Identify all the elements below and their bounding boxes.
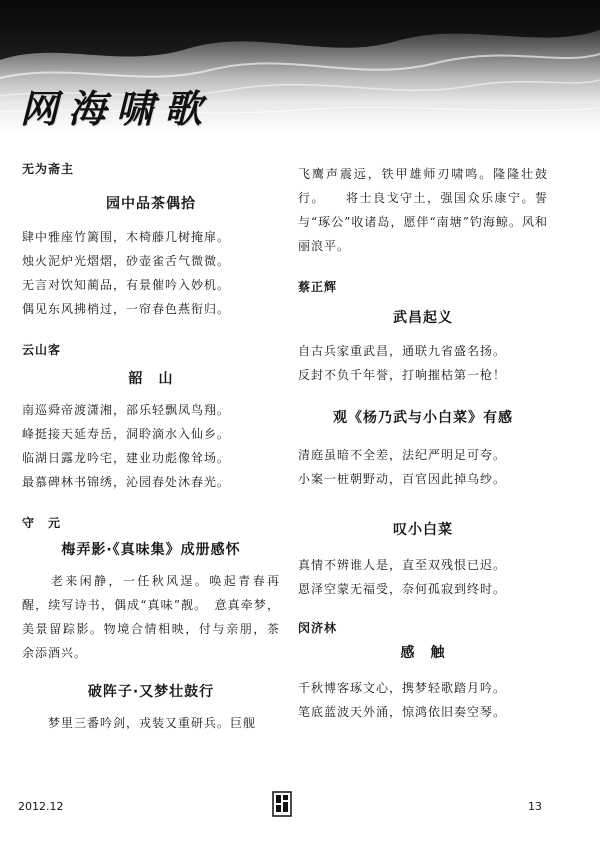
poem-line: 肆中雅座竹篱围，木椅藤几树掩扉。 xyxy=(22,230,231,244)
poem-line: 偶见东风拂梢过，一帘春色燕衔归。 xyxy=(22,302,231,316)
author-name: 无为斋主 xyxy=(22,162,75,176)
poem-body xyxy=(298,553,548,601)
poem-line: 临湖日露龙吟宅，建业功彪像耸场。 xyxy=(22,451,231,465)
poem-title: 武昌起义 xyxy=(393,310,453,326)
right-column xyxy=(298,160,548,724)
poem-body xyxy=(22,398,280,494)
poem-title: 韶 山 xyxy=(128,371,174,387)
poem-body: 老来闲静，一任秋风逞。唤起青春再醒，续写诗书，偶成“真味”靓。 意真牵梦，美景留踪影。物境合情相映，付与亲朋，茶余添酒兴。 xyxy=(22,574,280,660)
page-number: 13 xyxy=(528,800,542,813)
poem-line: 千秋博客琢文心，携梦轻歌踏月吟。 xyxy=(298,681,507,695)
poem-body xyxy=(298,676,548,724)
poem-body xyxy=(298,443,548,491)
poem-body-continued: 飞鹰声震远，铁甲雄师刃啸鸣。隆隆壮鼓行。 将士良戈守土，强国众乐康宁。誓与“琢公”收诸岛，愿伴“南塘”钓海鲸。风和丽浪平。 xyxy=(298,167,548,253)
poem-title: 梅弄影·《真味集》成册感怀 xyxy=(61,542,241,558)
section-title: 网海啸歌 xyxy=(20,86,213,131)
poem-line: 峰挺接天延寿岳，洞聆滴水入仙乡。 xyxy=(22,427,231,441)
poem-line: 自古兵家重武昌，通联九省盛名扬。 xyxy=(298,344,507,358)
seal-icon xyxy=(272,791,292,817)
author-name: 闵济林 xyxy=(298,621,338,635)
author-name: 守 元 xyxy=(22,516,62,530)
poem-body: 梦里三番吟剑，戎装又重研兵。巨舰 xyxy=(22,716,257,730)
poem-title: 破阵子·又梦壮鼓行 xyxy=(87,684,215,700)
poem-line: 反封不负千年誉，打响摧枯第一枪！ xyxy=(298,368,507,382)
poem-line: 清庭虽暗不全差，法纪严明足可夸。 xyxy=(298,448,507,462)
poem-line: 无言对饮知蔺品，有景催吟入妙机。 xyxy=(22,278,231,292)
poem-title: 观《杨乃武与小白菜》有感 xyxy=(333,410,513,426)
poem-body xyxy=(298,339,548,387)
poem-line: 真情不辨谁人是，直至双残恨已迟。 xyxy=(298,558,507,572)
poem-line: 南巡舜帝渡潇湘，部乐轻飘凤鸟翔。 xyxy=(22,403,231,417)
header-banner xyxy=(0,0,600,132)
poem-title: 园中品茶偶拾 xyxy=(106,196,196,212)
poem-line: 烛火泥炉光熠熠，砂壶雀舌气微微。 xyxy=(22,254,231,268)
poem-line: 笔底蓝波天外涌，惊鸿依旧奏空琴。 xyxy=(298,705,507,719)
poem-line: 恩泽空蒙无福受，奈何孤寂到终时。 xyxy=(298,582,507,596)
author-name: 蔡正辉 xyxy=(298,280,338,294)
issue-date: 2012.12 xyxy=(18,800,64,813)
author-name: 云山客 xyxy=(22,343,62,357)
poem-line: 小案一桩朝野动，百官因此掉乌纱。 xyxy=(298,472,507,486)
poem-title: 感 触 xyxy=(400,645,446,661)
poem-body xyxy=(22,225,280,321)
poem-title: 叹小白菜 xyxy=(393,522,453,538)
poem-line: 最慕碑林书锦绣，沁园春处沐春光。 xyxy=(22,475,231,489)
left-column xyxy=(22,160,280,735)
